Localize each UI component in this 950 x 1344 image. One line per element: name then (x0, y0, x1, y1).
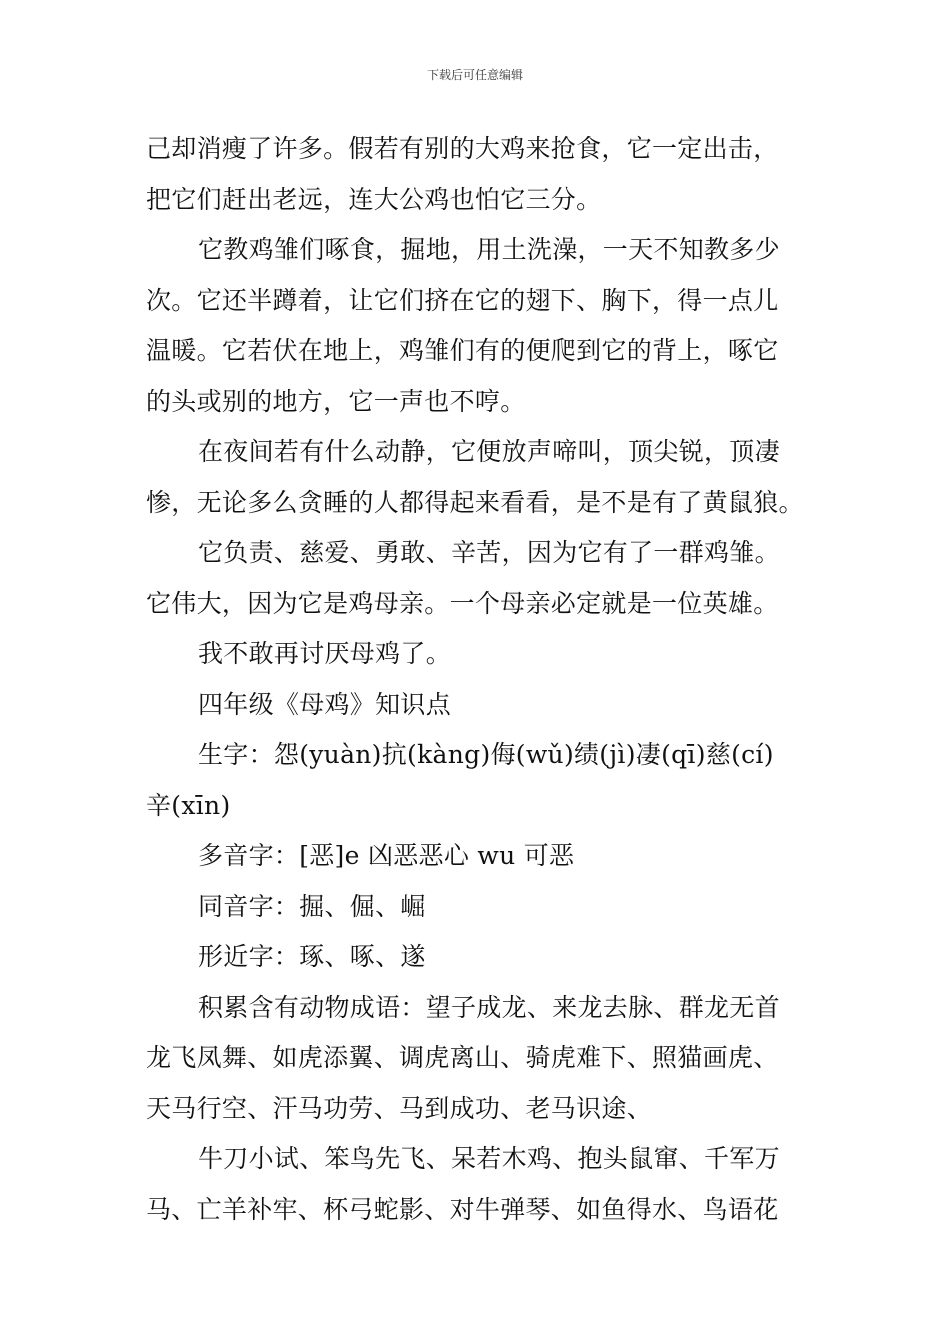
text-line: 龙飞凤舞、如虎添翼、调虎离山、骑虎难下、照猫画虎、 (146, 1043, 779, 1072)
text-line: 它教鸡雏们啄食，掘地，用土洗澡，一天不知教多少 (198, 235, 780, 264)
text-line: 惨，无论多么贪睡的人都得起来看看，是不是有了黄鼠狼。 (146, 487, 804, 517)
text-line: 多音字：[恶]e 凶恶恶心 wu 可恶 (198, 841, 575, 870)
text-line: 在夜间若有什么动静，它便放声啼叫，顶尖锐，顶凄 (198, 437, 780, 466)
text-line: 它负责、慈爱、勇敢、辛苦，因为它有了一群鸡雏。 (198, 538, 780, 567)
text-line: 天马行空、汗马功劳、马到成功、老马识途、 (146, 1093, 653, 1123)
text-line: 的头或别的地方，它一声也不哼。 (146, 386, 526, 416)
section-heading: 四年级《母鸡》知识点 (198, 689, 452, 719)
text-line: 生字：怨(yuàn)抗(kàng)侮(wǔ)绩(jì)凄(qī)慈(cí) (198, 740, 774, 769)
document-body (146, 124, 816, 1235)
text-line: 把它们赶出老远，连大公鸡也怕它三分。 (146, 184, 602, 214)
text-line: 己却消瘦了许多。假若有别的大鸡来抢食，它一定出击， (146, 134, 779, 163)
text-line: 马、亡羊补牢、杯弓蛇影、对牛弹琴、如鱼得水、鸟语花 (146, 1194, 779, 1224)
text-line: 次。它还半蹲着，让它们挤在它的翅下、胸下，得一点儿 (146, 285, 779, 315)
text-line: 牛刀小试、笨鸟先飞、呆若木鸡、抱头鼠窜、千军万 (198, 1144, 780, 1173)
text-line: 同音字：掘、倔、崛 (198, 891, 426, 921)
text-line: 它伟大，因为它是鸡母亲。一个母亲必定就是一位英雄。 (146, 588, 779, 618)
text-line: 积累含有动物成语：望子成龙、来龙去脉、群龙无首 (198, 992, 780, 1022)
page-header: 下载后可任意编辑 (426, 68, 523, 82)
text-line: 温暖。它若伏在地上，鸡雏们有的便爬到它的背上，啄它 (146, 336, 779, 365)
text-line: 形近字：琢、啄、遂 (198, 942, 426, 971)
text-line: 我不敢再讨厌母鸡了。 (198, 639, 452, 668)
text-line: 辛(xīn) (146, 790, 231, 820)
